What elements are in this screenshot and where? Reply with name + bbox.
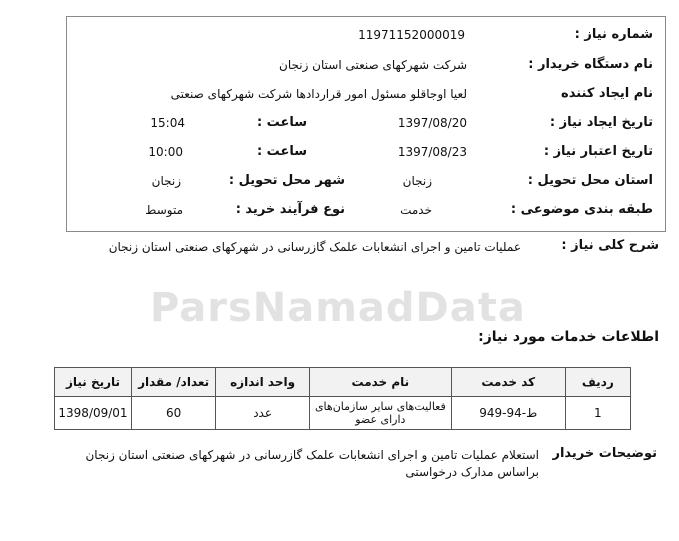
summary-value: عملیات تامین و اجرای انشعابات علمک گازرسانی در شهرکهای صنعتی استان زنجان [108, 240, 521, 254]
process-type-label: نوع فرآیند خرید : [235, 202, 345, 217]
buyer-notes-line2: براساس مدارک درخواستی [405, 465, 539, 479]
services-title: اطلاعات خدمات مورد نیاز: [478, 329, 659, 345]
delivery-province-label: استان محل تحویل : [527, 173, 653, 188]
valid-date-value: 1397/08/23 [397, 145, 467, 159]
table-row [55, 397, 631, 430]
header-service-code: کد خدمت [451, 368, 565, 397]
cell-quantity: 60 [132, 397, 216, 430]
buyer-org-value: شرکت شهرکهای صنعتی استان زنجان [279, 58, 467, 72]
created-date-label: تاریخ ایجاد نیاز : [549, 115, 653, 130]
delivery-province-value: زنجان [402, 174, 432, 188]
summary-label: شرح کلی نیاز : [561, 238, 659, 253]
buyer-org-label: نام دستگاه خریدار : [528, 57, 653, 72]
cell-unit: عدد [216, 397, 310, 430]
category-value: خدمت [400, 203, 432, 217]
created-time-value: 15:04 [150, 116, 185, 130]
services-table [54, 367, 631, 430]
category-label: طبقه بندی موضوعی : [510, 202, 653, 217]
delivery-city-label: شهر محل تحویل : [228, 173, 345, 188]
cell-service-code: ط-94-949 [451, 397, 565, 430]
buyer-notes-label: توضیحات خریدار [552, 446, 657, 461]
need-number-label: شماره نیاز : [574, 27, 653, 42]
creator-value: لعیا اوجاقلو مسئول امور قراردادها شرکت شهرکهای صنعتی [170, 87, 467, 101]
table-header-row [55, 368, 631, 397]
need-info-box [66, 16, 666, 232]
cell-need-date: 1398/09/01 [55, 397, 132, 430]
watermark: ParsNamadData [150, 285, 526, 331]
cell-row-number: 1 [565, 397, 630, 430]
header-service-name: نام خدمت [309, 368, 451, 397]
header-need-date: تاریخ نیاز [55, 368, 132, 397]
valid-time-value: 10:00 [148, 145, 183, 159]
buyer-notes-line1: استعلام عملیات تامین و اجرای انشعابات علمک گازرسانی در شهرکهای صنعتی استان زنجان [85, 448, 539, 462]
created-date-value: 1397/08/20 [397, 116, 467, 130]
header-row-number: ردیف [565, 368, 630, 397]
delivery-city-value: زنجان [151, 174, 181, 188]
header-unit: واحد اندازه [216, 368, 310, 397]
created-time-label: ساعت : [256, 115, 307, 130]
header-quantity: تعداد/ مقدار [132, 368, 216, 397]
creator-label: نام ایجاد کننده [561, 86, 653, 101]
valid-date-label: تاریخ اعتبار نیاز : [543, 144, 653, 159]
cell-service-name: فعالیت‌های سایر سازمان‌های دارای عضو [309, 397, 451, 430]
process-type-value: متوسط [145, 203, 183, 217]
valid-time-label: ساعت : [256, 144, 307, 159]
need-number-value: 11971152000019 [358, 28, 465, 42]
